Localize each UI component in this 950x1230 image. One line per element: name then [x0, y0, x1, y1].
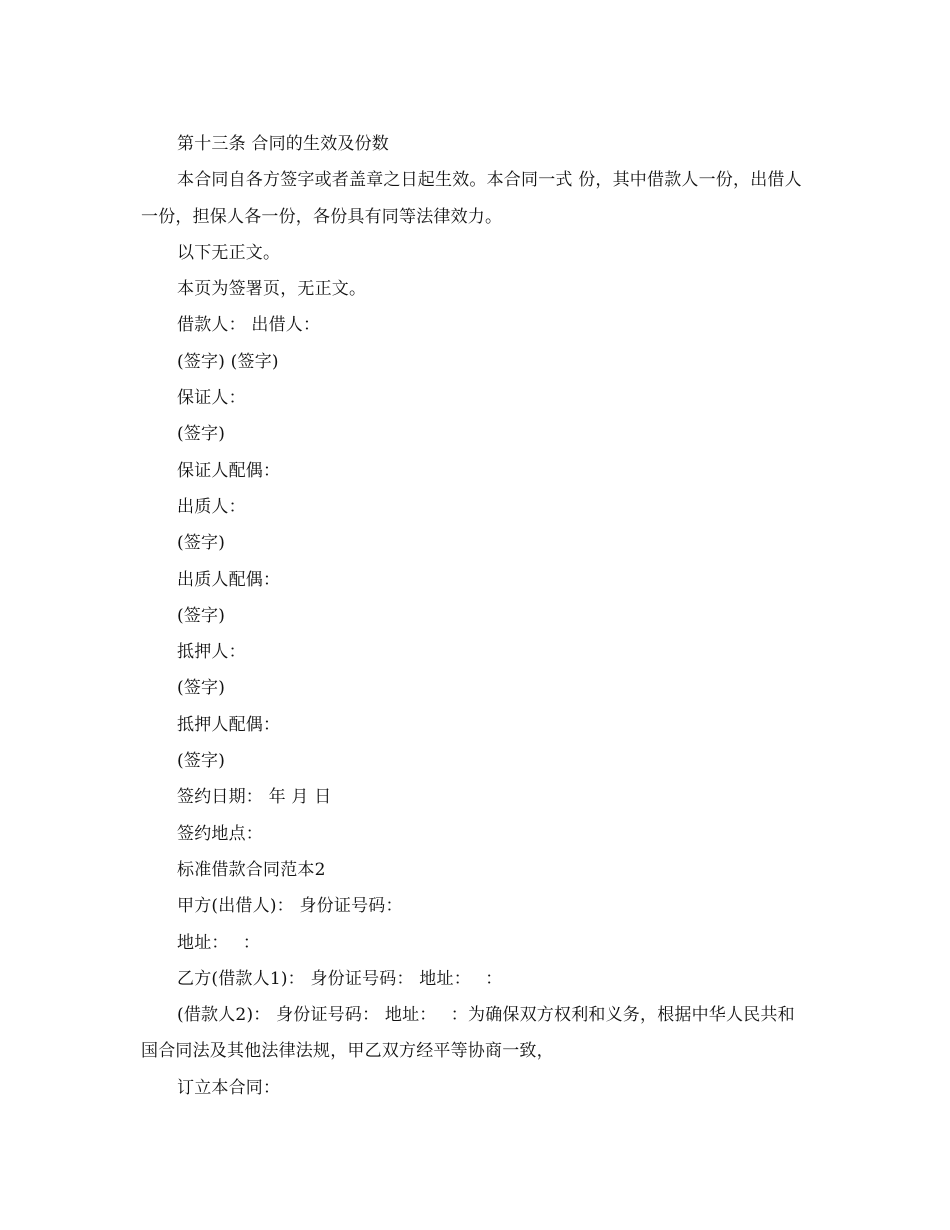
guarantor-spouse-label: 保证人配偶：	[177, 460, 281, 481]
signature-page-note: 本页为签署页，无正文。	[177, 279, 367, 300]
section-heading: 第十三条 合同的生效及份数	[177, 134, 390, 154]
guarantor-label: 保证人：	[177, 388, 246, 409]
no-further-text-note: 以下无正文。	[177, 242, 281, 263]
signing-date-label: 签约日期： 年 月 日	[177, 787, 332, 808]
party-b-borrower-1-line: 乙方(借款人1)： 身份证号码： 地址： ：	[177, 968, 503, 989]
template-title: 标准借款合同范本2	[177, 859, 326, 880]
signature-line: (签字)	[177, 678, 226, 699]
effectiveness-clause: 本合同自各方签字或者盖章之日起生效。本合同一式 份，其中借款人一份，出借人一份，担保人各一份，各份具有同等法律效力。	[141, 170, 802, 227]
signature-line: (签字)	[177, 533, 226, 554]
signature-line: (签字)	[177, 424, 226, 445]
document-body	[141, 126, 809, 1106]
borrower-lender-label: 借款人： 出借人：	[177, 315, 321, 336]
signing-place-label: 签约地点：	[177, 823, 263, 844]
party-a-line: 甲方(出借人)： 身份证号码：	[177, 896, 403, 917]
party-b-borrower-2-line: (借款人2)： 身份证号码： 地址： ：为确保双方权利和义务，根据中华人民共和国合同法及其他法律法规，甲乙双方经平等协商一致，	[141, 1005, 795, 1062]
signature-line: (签字)	[177, 751, 226, 772]
pledgor-spouse-label: 出质人配偶：	[177, 569, 281, 590]
party-a-address: 地址： ：	[177, 932, 261, 953]
mortgagor-label: 抵押人：	[177, 642, 246, 663]
pledgor-label: 出质人：	[177, 496, 246, 517]
mortgagor-spouse-label: 抵押人配偶：	[177, 714, 281, 735]
signature-line: (签字)	[177, 605, 226, 626]
contract-conclusion-line: 订立本合同：	[177, 1077, 281, 1098]
signature-line: (签字) (签字)	[177, 351, 279, 372]
